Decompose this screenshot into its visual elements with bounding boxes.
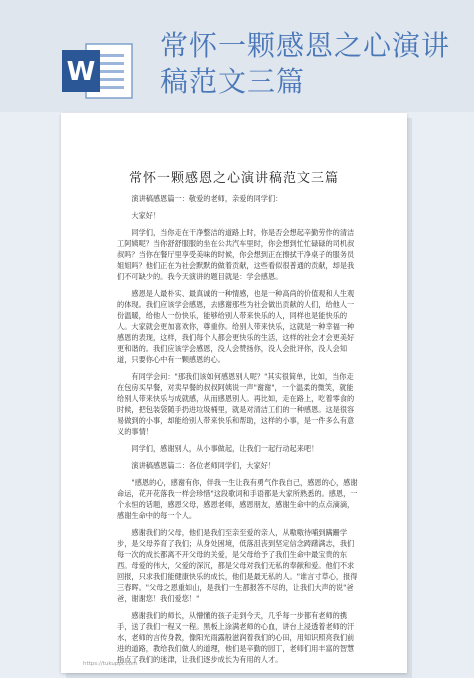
doc-paragraph: 演讲稿感恩篇二：各位老师同学们，大家好！ — [131, 461, 276, 470]
page-title-line2: 稿范文三篇 — [160, 65, 306, 98]
doc-paragraph: 有同学会问："那我们该如何感恩别人呢？"其实很简单，比如，当你走在包房买早餐，对卖早餐的叔叔阿姨说一声"谢谢"，一个温柔的微笑，就能给别人带来快乐与成就感，从而感恩别人。再比如，走在路上，吃着零食的时候，把包装袋随手扔进垃圾桶里，就是对清洁工们的一种感恩。这是很容易做到的小事，却能给别人带来快乐和帮助，这样的小事，是一件多么有意义的事情！ — [117, 372, 355, 436]
doc-paragraph: 感恩是人最朴实、最真诚的一种情感，也是一种高尚的价值观和人生观的体现。我们应该学会感恩，去感谢那些为社会做出贡献的人们，给他人一份温暖，给他人一份快乐，能够给别人带来快乐的人，同样也是能快乐的人。大家就会更加喜欢你，尊重你。给别人带来快乐，这就是一种幸福一种感恩的表现，这样，我们每个人都会更快乐的生活，这样的社会才会更美好更和谐的。我们应该学会感恩，没人会赞扬你，没人会批评你，没人会知道，只要你心中有一颗感恩的心。 — [117, 289, 355, 364]
document-title: 常怀一颗感恩之心演讲稿范文三篇 — [128, 171, 339, 186]
page-title — [160, 28, 460, 100]
document-preview — [61, 113, 407, 673]
source-url: https://tukuppt.com — [83, 661, 138, 667]
doc-paragraph: "感恩的心，感谢有你，伴我一生让我有勇气作我自己，感恩的心，感谢命运，花开花落我一样会珍惜"这段歌词和手语都是大家所熟悉的。感恩，一个永恒的话题，感恩父母，感恩老师，感恩朋友，感谢生命中的点点滴滴，感谢生命中的每一个人。 — [117, 478, 358, 520]
doc-paragraph: 大家好！ — [131, 211, 161, 220]
word-icon-letter: W — [66, 57, 96, 87]
doc-paragraph: 演讲稿感恩篇一：敬爱的老师，亲爱的同学们： — [131, 194, 283, 203]
doc-paragraph: 同学们，当你走在干净整洁的道路上时，你是否会想起辛勤劳作的清洁工阿姨呢？当你舒舒服服的坐在公共汽车里时，你会想到忙忙碌碌的司机叔叔吗？当你在餐厅里享受美味的时候，你会想到正在擦拭干净桌子的服务员姐姐吗？他们正在为社会默默的做着贡献，这些看似很普通的贡献，却是我们不可缺少的。我今天演讲的题目就是：学会感恩。 — [117, 228, 355, 281]
page-title-line1: 常怀一颗感恩之心演讲 — [160, 29, 451, 62]
word-document-icon — [60, 40, 136, 102]
doc-paragraph: 感谢我们的父母，他们是我们至亲至爱的亲人，从嗷嗷待哺到蹒跚学步，是父母养育了我们；从身处困境，低落沮丧到坚定信念踌躇满志，我们每一次的成长都离不开父母的关爱，是父母给予了我们生命中最宝贵的东西。母爱的伟大，父爱的深沉，都是父母对我们无私的奉献和爱。他们不求回报，只求我们能健康快乐的成长，他们是最无私的人。"谁言寸草心，报得三春晖。"父母之恩重如山，是我们一生都报答不尽的，让我们大声的说"爸爸，谢谢您！我们爱您！" — [117, 528, 358, 603]
page-header — [0, 0, 474, 112]
document-body — [117, 193, 360, 671]
doc-paragraph: 同学们，感谢别人，从小事做起，让我们一起行动起来吧！ — [131, 444, 319, 453]
doc-paragraph: 感谢我们的师长，从懵懂的孩子走到今天，几乎每一步都有老师的携手，送了我们一程又一程。黑板上涂满老师的心血，讲台上浸透着老师的汗水，老师的言传身教，像阳光雨露般滋润着我们的心田，用知识照亮我们前进的道路，教给我们做人的道理，他们是辛勤的园丁，老师们用丰富的智慧指点了我们的迷津，让我们逐步成长为有用的人才。 — [117, 611, 355, 664]
